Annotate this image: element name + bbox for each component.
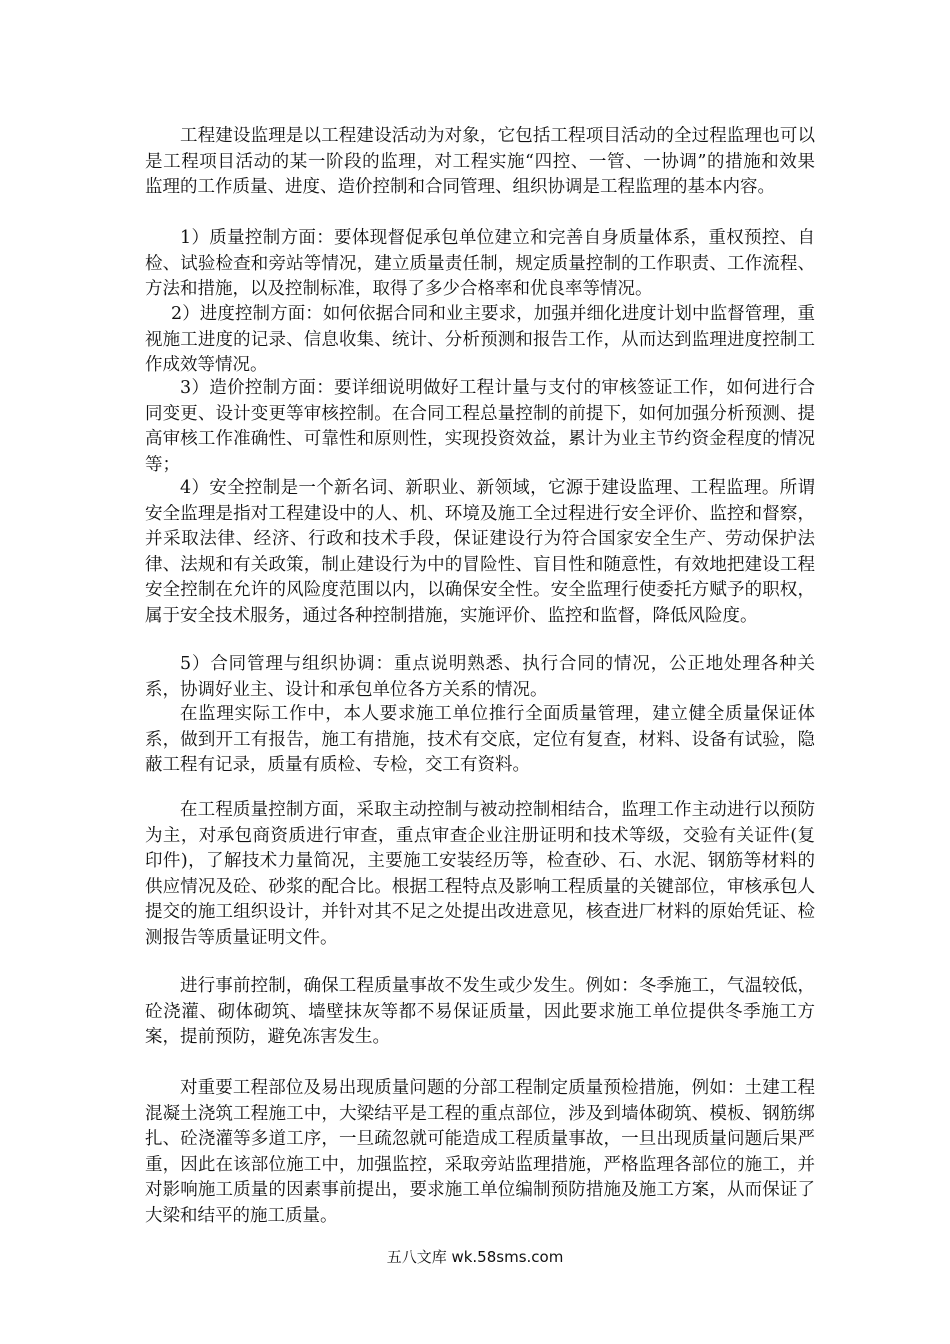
paragraph-key-parts: 对重要工程部位及易出现质量问题的分部工程制定质量预检措施，例如：土建工程混凝土浇筑工程施工中，大梁结平是工程的重点部位，涉及到墙体砌筑、模板、钢筋绑扎、砼浇灌等多道工序，一旦疏忽就可能造成工程质量事故，一旦出现质量问题后果严重，因此在该部位施工中，加强监控，采取旁站监理措施，严格监理各部位的施工，并对影响施工质量的因素事前提出，要求施工单位编制预防措施及施工方案，从而保证了大梁和结平的施工质量。 [145,1078,815,1226]
footer-watermark: 五八文库 wk.58sms.com [386,1248,564,1266]
paragraph-contract-management: 5）合同管理与组织协调：重点说明熟悉、执行合同的情况，公正地处理各种关系，协调好业主、设计和承包单位各方关系的情况。 [145,654,815,700]
paragraph-preventive-control: 进行事前控制，确保工程质量事故不发生或少发生。例如：冬季施工，气温较低，砼浇灌、砌体砌筑、墙壁抹灰等都不易保证质量，因此要求施工单位提供冬季施工方案，提前预防，避免冻害发生。 [145,976,815,1047]
paragraph-schedule-control: 2）进度控制方面：如何依据合同和业主要求，加强并细化进度计划中监督管理，重视施工进度的记录、信息收集、统计、分析预测和报告工作，从而达到监理进度控制工作成效等情况。 [145,304,815,375]
paragraph-intro: 工程建设监理是以工程建设活动为对象，它包括工程项目活动的全过程监理也可以是工程项目活动的某一阶段的监理，对工程实施“四控、一管、一协调”的措施和效果 监理的工作质量、进度、造价控制和合同管理、组织协调是工程监理的基本内容。 [145,126,833,197]
paragraph-cost-control: 3）造价控制方面：要详细说明做好工程计量与支付的审核签证工作，如何进行合同变更、设计变更等审核控制。在合同工程总量控制的前提下，如何加强分析预测、提高审核工作准确性、可靠性和原则性，实现投资效益，累计为业主节约资金程度的情况等； [145,378,815,475]
paragraph-safety-control: 4）安全控制是一个新名词、新职业、新领域，它源于建设监理、工程监理。所谓安全监理是指对工程建设中的人、机、环境及施工全过程进行安全评价、监控和督察，并采取法律、经济、行政和技术手段，保证建设行为符合国家安全生产、劳动保护法律、法规和有关政策，制止建设行为中的冒险性、盲目性和随意性，有效地把建设工程安全控制在允许的风险度范围以内，以确保安全性。安全监理行使委托方赋予的职权，属于安全技术服务，通过各种控制措施，实施评价、监控和监督，降低风险度。 [145,478,815,626]
paragraph-quality-methods: 在工程质量控制方面，采取主动控制与被动控制相结合，监理工作主动进行以预防为主，对承包商资质进行审查，重点审查企业注册证明和技术等级，交验有关证件(复印件)，了解技术力量简况，主要施工安装经历等，检查砂、石、水泥、钢筋等材料的供应情况及砼、砂浆的配合比。根据工程特点及影响工程质量的关键部位，审核承包人提交的施工组织设计，并针对其不足之处提出改进意见，核查进厂材料的原始凭证、检测报告等质量证明文件。 [145,800,815,948]
paragraph-quality-control: 1）质量控制方面：要体现督促承包单位建立和完善自身质量体系，重权预控、自检、试验检查和旁站等情况，建立质量责任制，规定质量控制的工作职责、工作流程、方法和措施，以及控制标准，取得了多少合格率和优良率等情况。 [145,228,815,299]
paragraph-site-practice: 在监理实际工作中，本人要求施工单位推行全面质量管理，建立健全质量保证体系，做到开工有报告，施工有措施，技术有交底，定位有复查，材料、设备有试验，隐蔽工程有记录，质量有质检、专检，交工有资料。 [145,704,815,775]
